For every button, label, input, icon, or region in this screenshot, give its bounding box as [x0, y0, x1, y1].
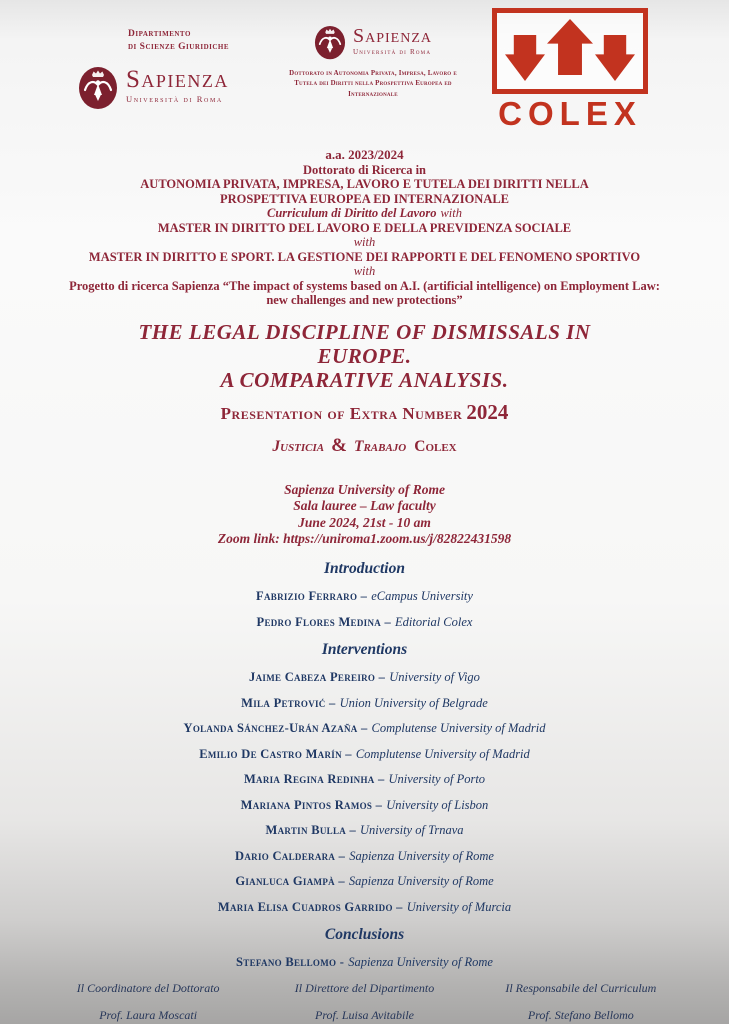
speaker-affiliation: University of Murcia — [406, 899, 512, 914]
speaker-affiliation: Sapienza University of Rome — [348, 955, 493, 969]
department-name-line1: Dipartimento — [128, 29, 191, 39]
phd-title-line2: PROSPETTIVA EUROPEA ED INTERNAZIONALE — [219, 191, 510, 206]
journal-name-justicia: Justicia — [272, 437, 325, 455]
speaker-name: Maria Regina Redinha – — [243, 772, 385, 786]
section-interventions — [0, 641, 729, 914]
interventions-speaker-list — [0, 670, 729, 914]
curriculum-line — [0, 206, 729, 221]
section-heading: Introduction — [324, 559, 405, 577]
footer-professor: Prof. Laura Moscati — [99, 1007, 198, 1022]
colex-arrow-down-right-icon — [595, 35, 635, 81]
speaker-affiliation: Complutense University of Madrid — [371, 721, 546, 735]
department-name — [128, 28, 229, 54]
speaker-name: Maria Elisa Cuadros Garrido – — [217, 899, 403, 914]
speaker-line — [0, 900, 729, 914]
section-introduction — [0, 560, 729, 629]
presentation-label: Presentation of Extra Number — [220, 403, 463, 423]
footer-column — [256, 981, 472, 1022]
speaker-line — [0, 589, 729, 603]
speaker-affiliation: University of Porto — [388, 772, 486, 786]
event-title-line2: EUROPE. — [317, 343, 412, 368]
phd-title-line1: AUTONOMIA PRIVATA, IMPRESA, LAVORO E TUTELA DEI DIRITTI NELLA — [140, 177, 589, 191]
academic-year: a.a. 2023/2024 — [325, 147, 404, 162]
zoom-link[interactable]: Zoom link: https://uniroma1.zoom.us/j/82822431598 — [217, 531, 512, 546]
sapienza-phd-logo — [283, 22, 463, 100]
sapienza-department-logo — [78, 28, 229, 110]
footer-role: Il Coordinatore del Dottorato — [76, 980, 220, 995]
sapienza-crest-icon — [78, 62, 118, 110]
footer-professor: Prof. Stefano Bellomo — [527, 1007, 634, 1022]
header — [0, 0, 729, 140]
venue-university: Sapienza University of Rome — [284, 481, 445, 497]
speaker-name: Yolanda Sánchez-Urán Azaña – — [183, 721, 368, 735]
speaker-affiliation: eCampus University — [371, 589, 473, 603]
event-title-line3: A COMPARATIVE ANALYSIS. — [220, 367, 509, 392]
master1-line: MASTER IN DIRITTO DEL LAVORO E DELLA PREVIDENZA SOCIALE — [157, 220, 572, 235]
colex-wordmark: COLEX — [498, 95, 642, 132]
with-connector: with — [353, 264, 376, 278]
sapienza-crest-icon — [314, 22, 346, 60]
speaker-affiliation: Sapienza University of Rome — [349, 848, 494, 863]
speaker-line — [0, 615, 729, 629]
speaker-line — [0, 747, 729, 761]
speaker-name: Fabrizio Ferraro – — [256, 589, 368, 603]
speaker-name: Martin Bulla – — [265, 823, 357, 837]
master2-line: MASTER IN DIRITTO E SPORT. LA GESTIONE DEI RAPPORTI E DEL FENOMENO SPORTIVO — [88, 249, 641, 264]
speaker-name: Stefano Bellomo - — [236, 955, 345, 969]
curriculum-name: Curriculum di Diritto del Lavoro — [266, 206, 437, 220]
speaker-line — [0, 955, 729, 969]
section-conclusions — [0, 926, 729, 970]
speaker-line — [0, 772, 729, 786]
venue-datetime: June 2024, 21st - 10 am — [298, 514, 431, 530]
colex-arrow-up-icon — [547, 19, 593, 75]
speaker-line — [0, 823, 729, 837]
section-heading: Interventions — [321, 640, 408, 658]
speaker-name: Dario Calderara – — [235, 848, 346, 863]
speaker-line — [0, 798, 729, 812]
speaker-name: Pedro Flores Medina – — [256, 614, 392, 629]
sapienza-wordmark: Sapienza — [352, 25, 432, 47]
speaker-line — [0, 874, 729, 888]
speaker-name: Mila Petrović – — [241, 695, 336, 710]
journal-name-trabajo: Trabajo — [353, 437, 407, 455]
venue-room: Sala lauree – Law faculty — [293, 498, 436, 513]
colex-logo — [489, 8, 651, 130]
signatures-footer — [0, 981, 729, 1022]
introduction-speaker-list — [0, 589, 729, 629]
sapienza-subtitle: Università di Roma — [126, 94, 223, 105]
program-block — [0, 148, 729, 308]
speaker-affiliation: University of Trnava — [360, 823, 464, 837]
speaker-name: Emilio De Castro Marín – — [199, 746, 352, 761]
sapienza-subtitle: Università di Roma — [352, 48, 432, 56]
speaker-affiliation: University of Lisbon — [386, 797, 489, 812]
conclusions-speaker-list — [0, 955, 729, 969]
journal-publisher: Colex — [414, 437, 457, 455]
ampersand: & — [331, 434, 347, 456]
colex-logo-box — [492, 8, 648, 94]
footer-role: Il Direttore del Dipartimento — [294, 980, 435, 995]
speaker-line — [0, 696, 729, 710]
speaker-line — [0, 849, 729, 863]
colex-arrow-down-left-icon — [505, 35, 545, 81]
journal-line — [0, 435, 729, 457]
footer-column — [473, 981, 689, 1022]
presentation-line — [0, 400, 729, 425]
venue-block — [0, 482, 729, 548]
research-project-line1: Progetto di ricerca Sapienza “The impact of systems based on A.I. (artificial intelligence) on Employment Law: — [69, 278, 660, 293]
event-title-line1: THE LEGAL DISCIPLINE OF DISMISSALS IN — [138, 319, 591, 344]
with-connector: with — [440, 206, 462, 220]
presentation-year: 2024 — [466, 399, 509, 424]
speaker-name: Mariana Pintos Ramos – — [240, 797, 383, 812]
title-block — [0, 320, 729, 457]
speaker-affiliation: Complutense University of Madrid — [355, 746, 530, 761]
speaker-line — [0, 721, 729, 735]
footer-role: Il Responsabile del Curriculum — [505, 980, 657, 995]
dottorato-line: Dottorato di Ricerca in — [302, 162, 426, 177]
speaker-name: Jaime Cabeza Pereiro – — [249, 670, 386, 684]
phd-program-name: Dottorato in Autonomia Privata, Impresa, Lavoro e Tutela dei Diritti nella Prospettiva Europea ed Internazionale — [289, 70, 457, 98]
research-project-line2: new challenges and new protections” — [266, 293, 463, 307]
speaker-affiliation: Sapienza University of Rome — [348, 874, 494, 888]
speaker-line — [0, 670, 729, 684]
speaker-affiliation: Editorial Colex — [395, 614, 473, 629]
footer-professor: Prof. Luisa Avitabile — [314, 1007, 414, 1022]
department-name-line2: di Scienze Giuridiche — [128, 41, 230, 52]
speaker-affiliation: Union University of Belgrade — [339, 695, 488, 710]
speaker-affiliation: University of Vigo — [389, 670, 480, 684]
with-connector: with — [353, 235, 376, 249]
sapienza-wordmark: Sapienza — [126, 66, 229, 94]
section-heading: Conclusions — [324, 925, 405, 943]
footer-column — [40, 981, 256, 1022]
agenda — [0, 560, 729, 970]
speaker-name: Gianluca Giampà – — [235, 874, 345, 888]
